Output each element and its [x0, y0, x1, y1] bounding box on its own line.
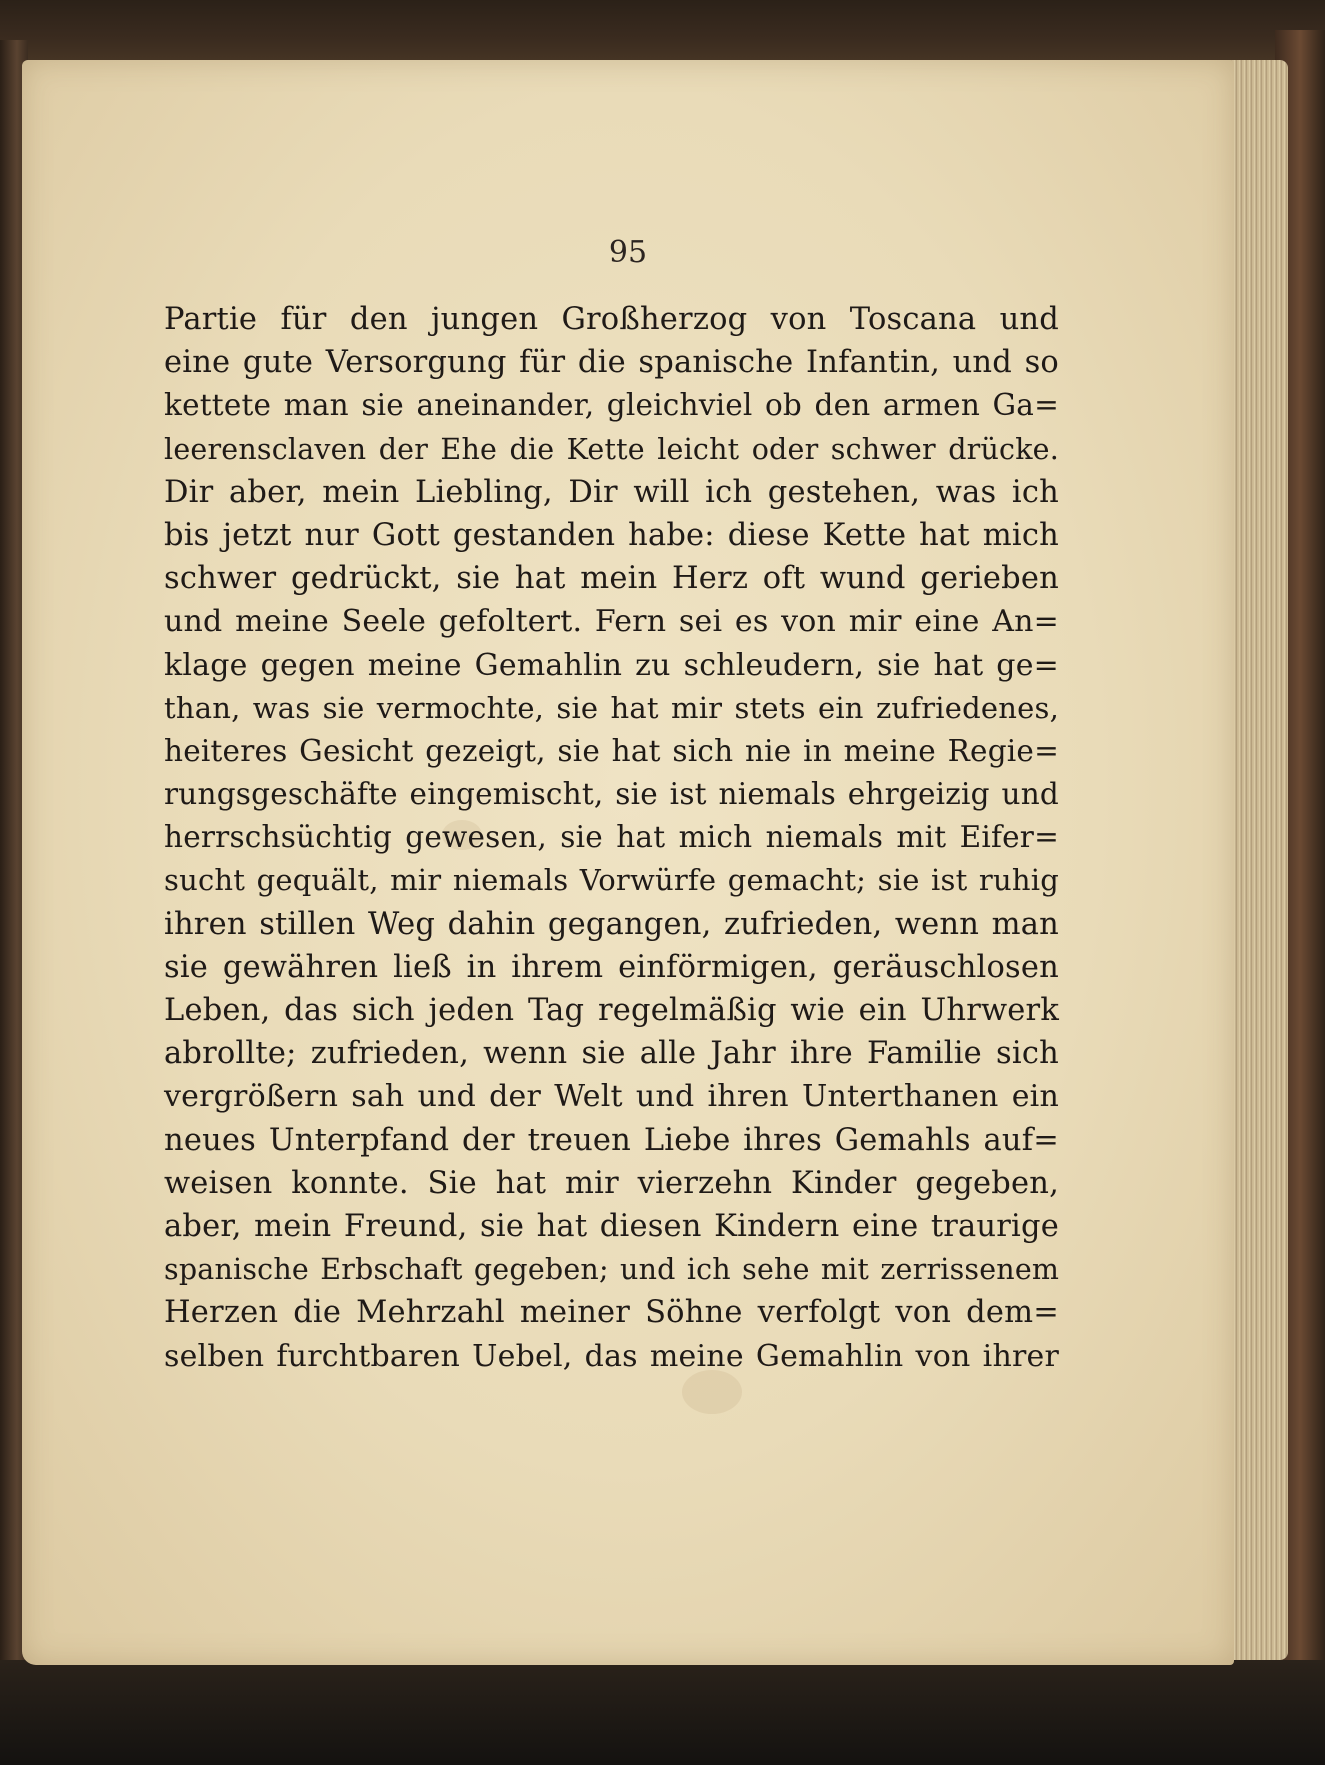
text-line: leerensclaven der Ehe die Kette leicht oder schwer drücke. [164, 432, 1059, 466]
text-line: bis jetzt nur Gott gestanden habe: diese Kette hat mich [164, 517, 1059, 553]
text-line: abrollte; zufrieden, wenn sie alle Jahr ihre Familie sich [164, 1036, 1059, 1072]
text-line: Herzen die Mehrzahl meiner Söhne verfolgt von dem= [164, 1295, 1059, 1331]
text-line: selben furchtbaren Uebel, das meine Gemahlin von ihrer [164, 1338, 1059, 1374]
table-surface [0, 1660, 1325, 1765]
text-line: eine gute Versorgung für die spanische Infantin, und so [164, 345, 1059, 381]
text-line: ihren stillen Weg dahin gegangen, zufrieden, wenn man [164, 906, 1059, 942]
text-line: rungsgeschäfte eingemischt, sie ist niemals ehrgeizig und [164, 777, 1059, 812]
text-line: und meine Seele gefoltert. Fern sei es von mir eine An= [164, 604, 1059, 640]
text-line: Dir aber, mein Liebling, Dir will ich gestehen, was ich [164, 474, 1059, 510]
body-text [164, 298, 1059, 1378]
text-line: schwer gedrückt, sie hat mein Herz oft wund gerieben [164, 561, 1059, 597]
text-line: aber, mein Freund, sie hat diesen Kindern eine traurige [164, 1208, 1059, 1244]
text-line: klage gegen meine Gemahlin zu schleudern, sie hat ge= [164, 647, 1059, 683]
text-line: herrschsüchtig gewesen, sie hat mich niemals mit Eifer= [164, 820, 1059, 855]
page-edges [1228, 60, 1288, 1660]
page-number: 95 [608, 235, 648, 270]
text-line: neues Unterpfand der treuen Liebe ihres Gemahls auf= [164, 1122, 1059, 1158]
text-line: Partie für den jungen Großherzog von Toscana und [164, 302, 1059, 337]
text-line: Leben, das sich jeden Tag regelmäßig wie ein Uhrwerk [164, 993, 1059, 1028]
text-line: kettete man sie aneinander, gleichviel ob den armen Ga= [164, 388, 1059, 423]
text-line: heiteres Gesicht gezeigt, sie hat sich nie in meine Regie= [164, 733, 1059, 768]
text-line: weisen konnte. Sie hat mir vierzehn Kinder gegeben, [164, 1165, 1059, 1201]
book-page [22, 60, 1234, 1665]
text-line: than, was sie vermochte, sie hat mir stets ein zufriedenes, [164, 690, 1059, 725]
text-line: sie gewähren ließ in ihrem einförmigen, geräuschlosen [164, 949, 1059, 985]
text-line: vergrößern sah und der Welt und ihren Unterthanen ein [164, 1079, 1059, 1115]
text-line: sucht gequält, mir niemals Vorwürfe gemacht; sie ist ruhig [164, 863, 1059, 898]
text-line: spanische Erbschaft gegeben; und ich sehe mit zerrissenem [164, 1253, 1060, 1287]
